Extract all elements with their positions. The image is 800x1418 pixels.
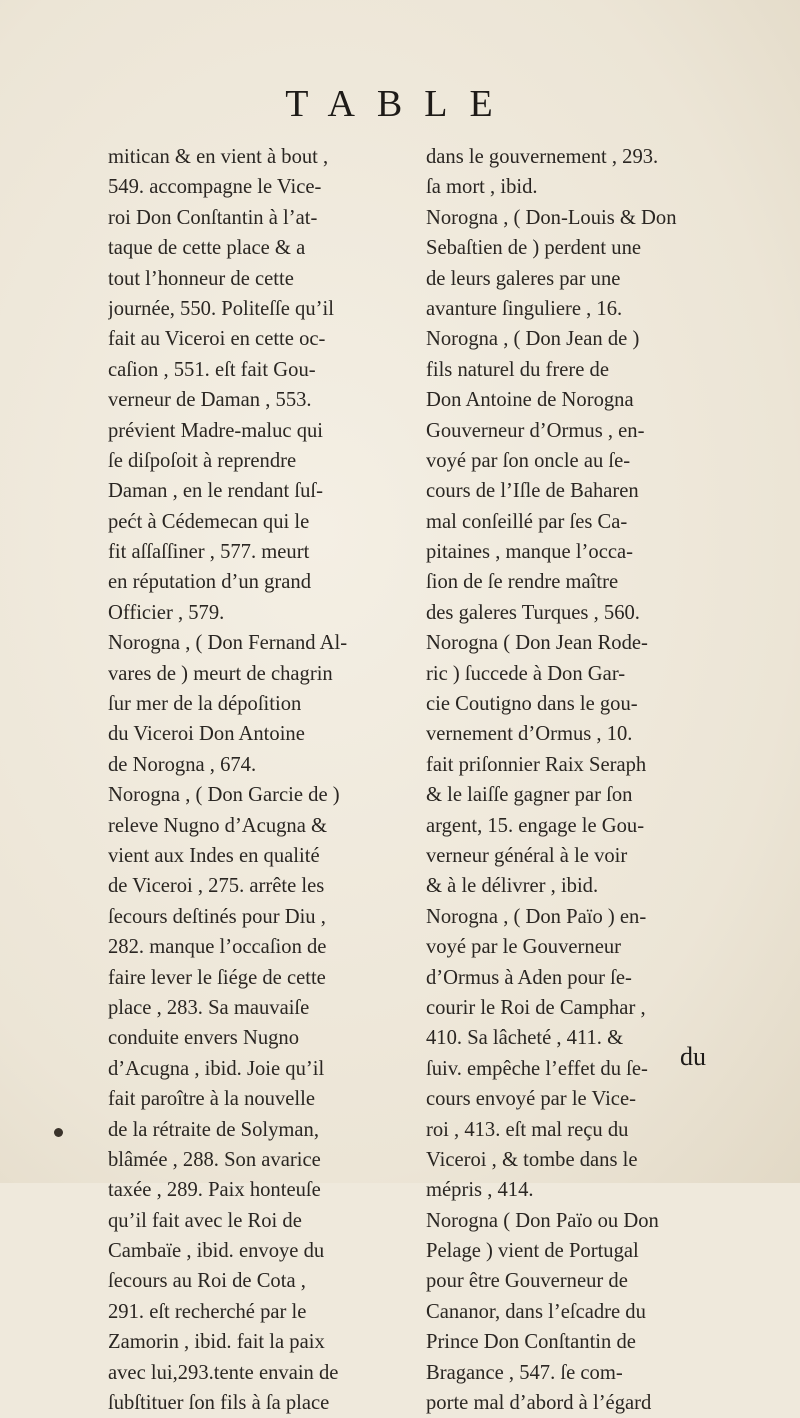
left-column xyxy=(108,142,408,1418)
text-line: avanture ſinguliere , 16. xyxy=(426,297,623,320)
text-line: 291. eſt recherché par le xyxy=(108,1300,307,1323)
text-line: Sebaſtien de ) perdent une xyxy=(426,237,642,260)
text-line: verneur général à le voir xyxy=(426,844,628,867)
text-line: 282. manque l’occaſion de xyxy=(108,936,327,959)
text-line: des galeres Turques , 560. xyxy=(426,601,640,624)
text-line: porte mal d’abord à l’égard xyxy=(426,1392,652,1415)
text-line: Officier , 579. xyxy=(108,601,225,624)
text-line: ſuiv. empêche l’effet du ſe- xyxy=(426,1057,648,1080)
text-line: Norogna , ( Don Jean de ) xyxy=(426,328,640,351)
text-line: du Viceroi Don Antoine xyxy=(108,723,305,746)
text-line: cours de l’Iſle de Baharen xyxy=(426,480,639,503)
right-column xyxy=(426,142,744,1418)
text-line: faire lever le ſiége de cette xyxy=(108,966,326,989)
text-line: blâmée , 288. Son avarice xyxy=(108,1148,321,1171)
text-line: vient aux Indes en qualité xyxy=(108,844,320,867)
text-line: voyé par ſon oncle au ſe- xyxy=(426,449,631,472)
text-line: place , 283. Sa mauvaiſe xyxy=(108,996,310,1019)
text-line: & à le délivrer , ibid. xyxy=(426,875,599,898)
text-line: caſion , 551. eſt fait Gou- xyxy=(108,358,316,381)
text-line: fit aſſaſſiner , 577. meurt xyxy=(108,541,310,564)
text-line: pećt à Cédemecan qui le xyxy=(108,510,310,533)
text-line: ric ) ſuccede à Don Gar- xyxy=(426,662,626,685)
text-line: Gouverneur d’Ormus , en- xyxy=(426,419,645,442)
text-line: ſion de ſe rendre maître xyxy=(426,571,619,594)
text-line: mépris , 414. xyxy=(426,1179,534,1202)
text-line: & le laiſſe gagner par ſon xyxy=(426,784,633,807)
text-line: Norogna , ( Don-Louis & Don xyxy=(426,206,677,229)
text-line: ſubſtituer ſon fils à ſa place xyxy=(108,1392,330,1415)
text-line: de la rétraite de Solyman, xyxy=(108,1118,320,1141)
page-header: TABLE xyxy=(285,83,515,125)
text-line: ſa mort , ibid. xyxy=(426,176,538,199)
text-line: vares de ) meurt de chagrin xyxy=(108,662,333,685)
text-line: 549. accompagne le Vice- xyxy=(108,176,322,199)
text-line: tout l’honneur de cette xyxy=(108,267,294,290)
text-line: Pelage ) vient de Portugal xyxy=(426,1240,639,1263)
text-line: Norogna ( Don Païo ou Don xyxy=(426,1209,659,1232)
text-line: dans le gouvernement , 293. xyxy=(426,146,659,168)
text-line: Daman , en le rendant ſuſ- xyxy=(108,480,324,503)
text-line: d’Ormus à Aden pour ſe- xyxy=(426,966,632,989)
text-line: courir le Roi de Camphar , xyxy=(426,996,646,1019)
text-line: argent, 15. engage le Gou- xyxy=(426,814,645,837)
text-line: Prince Don Conſtantin de xyxy=(426,1331,636,1354)
text-line: mal conſeillé par ſes Ca- xyxy=(426,510,628,533)
text-line: Don Antoine de Norogna xyxy=(426,389,634,412)
text-line: ſecours deſtinés pour Diu , xyxy=(108,905,326,928)
text-line: cie Coutigno dans le gou- xyxy=(426,693,638,716)
text-line: fils naturel du frere de xyxy=(426,358,609,381)
text-line: en réputation d’un grand xyxy=(108,571,312,594)
text-line: de leurs galeres par une xyxy=(426,267,621,290)
text-line: Cambaïe , ibid. envoye du xyxy=(108,1240,325,1263)
text-line: Viceroi , & tombe dans le xyxy=(426,1148,638,1171)
text-line: releve Nugno d’Acugna & xyxy=(108,814,328,837)
text-line: roi , 413. eſt mal reçu du xyxy=(426,1118,629,1141)
text-line: verneur de Daman , 553. xyxy=(108,389,312,412)
text-line: roi Don Conſtantin à l’at- xyxy=(108,206,318,229)
text-line: conduite envers Nugno xyxy=(108,1027,300,1050)
text-line: 410. Sa lâcheté , 411. & xyxy=(426,1027,624,1050)
text-line: ſe diſpoſoit à reprendre xyxy=(108,449,297,472)
text-line: Norogna , ( Don Païo ) en- xyxy=(426,905,647,928)
text-line: Norogna , ( Don Garcie de ) xyxy=(108,784,340,807)
text-line: de Viceroi , 275. arrête les xyxy=(108,875,325,898)
text-line: d’Acugna , ibid. Joie qu’il xyxy=(108,1057,325,1080)
text-line: journée, 550. Politeſſe qu’il xyxy=(108,297,334,320)
text-line: Norogna , ( Don Fernand Al- xyxy=(108,632,348,655)
text-line: fait priſonnier Raix Seraph xyxy=(426,753,647,776)
text-line: pitaines , manque l’occa- xyxy=(426,541,633,564)
text-line: taxée , 289. Paix honteuſe xyxy=(108,1179,321,1202)
text-line: Zamorin , ibid. fait la paix xyxy=(108,1331,325,1354)
text-line: cours envoyé par le Vice- xyxy=(426,1088,636,1111)
text-line: Norogna ( Don Jean Rode- xyxy=(426,632,648,655)
text-line: vernement d’Ormus , 10. xyxy=(426,723,633,746)
text-line: ſecours au Roi de Cota , xyxy=(108,1270,306,1293)
text-line: Cananor, dans l’eſcadre du xyxy=(426,1300,646,1323)
text-line: taque de cette place & a xyxy=(108,237,306,260)
text-line: de Norogna , 674. xyxy=(108,753,257,776)
text-line: prévient Madre-maluc qui xyxy=(108,419,324,442)
text-line: fait au Viceroi en cette oc- xyxy=(108,328,326,351)
text-line: ſur mer de la dépoſition xyxy=(108,693,302,716)
catchword: du xyxy=(680,1042,706,1071)
text-line: pour être Gouverneur de xyxy=(426,1270,628,1293)
text-line: avec lui,293.tente envain de xyxy=(108,1361,339,1384)
text-line: mitican & en vient à bout , xyxy=(108,146,329,168)
text-line: Bragance , 547. ſe com- xyxy=(426,1361,623,1384)
text-line: voyé par le Gouverneur xyxy=(426,936,621,959)
ink-spot xyxy=(54,1128,63,1137)
text-line: fait paroître à la nouvelle xyxy=(108,1088,315,1111)
text-line: qu’il fait avec le Roi de xyxy=(108,1209,302,1232)
